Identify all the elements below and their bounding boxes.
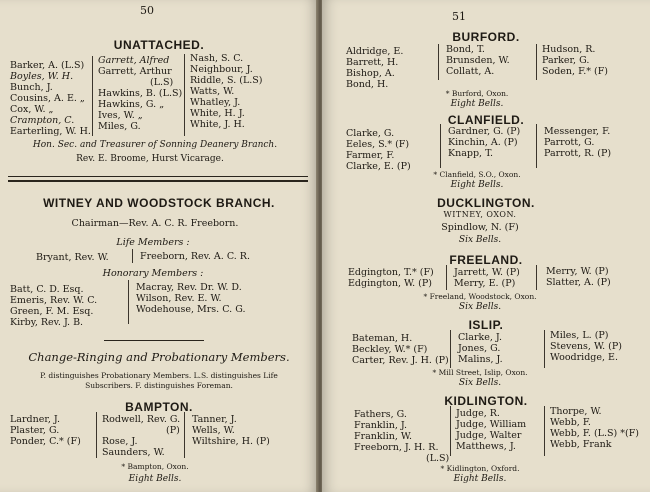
member: Saunders, W.: [102, 447, 165, 458]
member: Parrott, R. (P): [544, 148, 612, 159]
member: Webb, F.: [550, 417, 591, 428]
islip-col1: [352, 333, 449, 366]
member: Barker, A. (L.S): [10, 60, 85, 71]
member: Kirby, Rev. J. B.: [10, 317, 84, 328]
unattached-col1: [10, 60, 91, 137]
honorary-col2: [136, 282, 245, 315]
member: Miles, G.: [98, 121, 141, 132]
member: Collatt, A.: [446, 66, 495, 77]
member: Franklin, J.: [354, 420, 407, 431]
section-rule: [8, 180, 308, 182]
kidlington-col3: [550, 406, 639, 450]
member: Cox, W. „: [10, 104, 54, 115]
member: Watts, W.: [190, 86, 235, 97]
ducklington-heading: DUCKLINGTON.: [437, 196, 535, 210]
column-divider: [132, 249, 133, 263]
member: Ives, W. „: [98, 110, 143, 121]
member: White, H. J.: [190, 108, 245, 119]
member: Bunch, J.: [10, 82, 53, 93]
column-divider: [536, 124, 537, 168]
member: Franklin, W.: [354, 431, 413, 442]
clanfield-col3: [544, 126, 611, 159]
member: Tanner, J.: [192, 414, 237, 425]
freeland-col2: [454, 267, 520, 289]
member: Jones, G.: [458, 343, 501, 354]
member: Hawkins, B. (L.S): [98, 88, 183, 99]
member: Crampton, C.: [10, 115, 75, 126]
kidlington-col2: [456, 408, 526, 452]
burford-col2: [446, 44, 510, 77]
column-divider: [536, 265, 537, 290]
burford-note: * Burford, Oxon.: [445, 89, 509, 98]
member: Messenger, F.: [544, 126, 611, 137]
unattached-col3: [190, 53, 263, 130]
life-members-label: Life Members :: [116, 237, 190, 248]
kidlington-note: * Kidlington, Oxford.: [440, 464, 520, 473]
column-divider: [450, 330, 451, 368]
member-mark: (P): [166, 425, 180, 436]
column-divider: [450, 406, 451, 456]
legend-line-2: Subscribers. F. distinguishes Foreman.: [85, 381, 233, 390]
member: Miles, L. (P): [550, 330, 609, 341]
member: Gardner, G. (P): [448, 126, 521, 137]
islip-col3: [550, 330, 622, 363]
islip-bells: Six Bells.: [458, 378, 502, 388]
member: Whatley, J.: [190, 97, 241, 108]
change-ringing-heading: Change-Ringing and Probationary Members.: [28, 350, 290, 364]
witney-heading: WITNEY AND WOODSTOCK BRANCH.: [43, 196, 275, 210]
member: Emeris, Rev. W. C.: [10, 295, 98, 306]
member: Aldridge, E.: [346, 46, 404, 57]
member: Earterling, W. H.: [10, 126, 91, 137]
freeland-note: * Freeland, Woodstock, Oxon.: [423, 292, 537, 301]
chairman-line: Chairman—Rev. A. C. R. Freeborn.: [71, 218, 239, 229]
clanfield-heading: CLANFIELD.: [447, 113, 525, 127]
member: Edgington, W. (P): [348, 278, 432, 289]
ducklington-bells: Six Bells.: [458, 235, 502, 245]
member: Rose, J.: [102, 436, 138, 447]
freeland-col3: [546, 266, 611, 288]
member: Slatter, A. (P): [546, 277, 611, 288]
islip-heading: ISLIP.: [468, 318, 504, 332]
member: Wodehouse, Mrs. C. G.: [136, 304, 246, 315]
bampton-note: * Bampton, Oxon.: [121, 462, 189, 471]
member: Garrett, Arthur: [98, 66, 172, 77]
member: Matthews, J.: [456, 441, 516, 452]
member: Wiltshire, H. (P): [192, 436, 270, 447]
member: Bryant, Rev. W.: [36, 252, 109, 263]
hon-sec-line: Hon. Sec. and Treasurer of Sonning Deanery Branch.: [32, 140, 278, 150]
member: Eeles, S.* (F): [346, 139, 410, 150]
member: Jarrett, W. (P): [454, 267, 520, 278]
member: Farmer, F.: [346, 150, 395, 161]
kidlington-col1: [354, 409, 449, 464]
member: Judge, William: [456, 419, 527, 430]
member: Judge, Walter: [456, 430, 522, 441]
member: Judge, R.: [456, 408, 500, 419]
right-page: [322, 0, 650, 492]
section-rule: [8, 176, 308, 177]
member: Clarke, E. (P): [346, 161, 411, 172]
member: Rodwell, Rev. G.: [102, 414, 181, 425]
life-col1: [36, 252, 109, 263]
column-divider: [440, 124, 441, 168]
clanfield-note: * Clanfield, S.O., Oxon.: [433, 170, 521, 179]
freeland-col1: [348, 267, 434, 289]
column-divider: [128, 280, 129, 324]
clanfield-col1: [346, 128, 411, 172]
column-divider: [544, 406, 545, 456]
column-divider: [96, 412, 97, 458]
kidlington-bells: Eight Bells.: [453, 474, 507, 484]
member: Webb, F. (L.S) *(F): [550, 428, 639, 439]
life-col2: [140, 251, 250, 262]
member: Parker, G.: [542, 55, 590, 66]
honorary-col1: [10, 284, 97, 328]
member: Ponder, C.* (F): [10, 436, 81, 447]
member: Thorpe, W.: [550, 406, 602, 417]
member: Batt, C. D. Esq.: [10, 284, 84, 295]
member-mark: (L.S): [150, 77, 174, 88]
member-mark: (L.S): [426, 453, 450, 464]
member: Beckley, W.* (F): [352, 344, 428, 355]
member: Clarke, J.: [458, 332, 503, 343]
member: Wilson, Rev. E. W.: [136, 293, 222, 304]
member: Malins, J.: [458, 354, 503, 365]
member: Bond, H.: [346, 79, 389, 90]
member: Boyles, W. H.: [10, 71, 74, 82]
column-divider: [184, 412, 185, 458]
short-rule: [104, 340, 204, 341]
member: Kinchin, A. (P): [448, 137, 518, 148]
unattached-heading: UNATTACHED.: [113, 38, 205, 52]
bampton-col2: [102, 414, 180, 458]
member: Merry, E. (P): [454, 278, 516, 289]
page-number: 50: [140, 4, 154, 17]
member: Macray, Rev. Dr. W. D.: [136, 282, 242, 293]
member: Woodridge, E.: [550, 352, 618, 363]
bampton-col3: [192, 414, 270, 447]
column-divider: [92, 56, 93, 136]
member: Barrett, H.: [346, 57, 399, 68]
left-page: [0, 0, 318, 492]
legend-line-1: P. distinguishes Probationary Members. L.S. distinguishes Life: [40, 371, 278, 380]
burford-heading: BURFORD.: [452, 30, 520, 44]
member: Bond, T.: [446, 44, 485, 55]
member: Riddle, S. (L.S): [190, 75, 263, 86]
member: Carter, Rev. J. H. (P): [352, 355, 449, 366]
member: Clarke, G.: [346, 128, 395, 139]
column-divider: [536, 44, 537, 80]
member: Cousins, A. E. „: [10, 93, 85, 104]
member: Webb, Frank: [550, 439, 612, 450]
member: Green, F. M. Esq.: [10, 306, 94, 317]
page-number: 51: [452, 10, 466, 23]
bampton-col1: [10, 414, 81, 447]
burford-bells: Eight Bells.: [450, 99, 504, 109]
unattached-col2: [98, 55, 182, 132]
column-divider: [446, 265, 447, 290]
bampton-heading: BAMPTON.: [125, 400, 193, 414]
member: Wells, W.: [192, 425, 235, 436]
column-divider: [544, 330, 545, 368]
member: Edgington, T.* (F): [348, 267, 434, 278]
burford-col1: [346, 46, 403, 90]
clanfield-col2: [448, 126, 520, 159]
freeland-heading: FREELAND.: [449, 253, 523, 267]
hon-sec-name: Rev. E. Broome, Hurst Vicarage.: [76, 154, 224, 164]
member: Hawkins, G. „: [98, 99, 165, 110]
member: Hudson, R.: [542, 44, 596, 55]
member: White, J. H.: [190, 119, 245, 130]
islip-col2: [458, 332, 503, 365]
member: Stevens, W. (P): [550, 341, 622, 352]
member: Soden, F.* (F): [542, 66, 608, 77]
column-divider: [184, 54, 185, 136]
member: Plaster, G.: [10, 425, 60, 436]
ducklington-member: Spindlow, N. (F): [441, 222, 519, 233]
burford-col3: [542, 44, 608, 77]
islip-note: * Mill Street, Islip, Oxon.: [432, 368, 528, 377]
kidlington-heading: KIDLINGTON.: [444, 394, 528, 408]
clanfield-bells: Eight Bells.: [450, 180, 504, 190]
member: Brunsden, W.: [446, 55, 510, 66]
ducklington-place: WITNEY, OXON.: [443, 210, 517, 219]
member: Fathers, G.: [354, 409, 407, 420]
member: Bishop, A.: [346, 68, 395, 79]
member: Freeborn, Rev. A. C. R.: [140, 251, 250, 262]
freeland-bells: Six Bells.: [458, 302, 502, 312]
member: Freeborn, J. H. R.: [354, 442, 439, 453]
column-divider: [438, 44, 439, 80]
bampton-bells: Eight Bells.: [128, 474, 182, 484]
member: Bateman, H.: [352, 333, 413, 344]
member: Parrott, G.: [544, 137, 595, 148]
member: Knapp, T.: [448, 148, 494, 159]
member: Nash, S. C.: [190, 53, 244, 64]
honorary-members-label: Honorary Members :: [102, 268, 204, 279]
member: Lardner, J.: [10, 414, 60, 425]
member: Garrett, Alfred: [98, 55, 170, 66]
member: Merry, W. (P): [546, 266, 609, 277]
member: Neighbour, J.: [190, 64, 253, 75]
